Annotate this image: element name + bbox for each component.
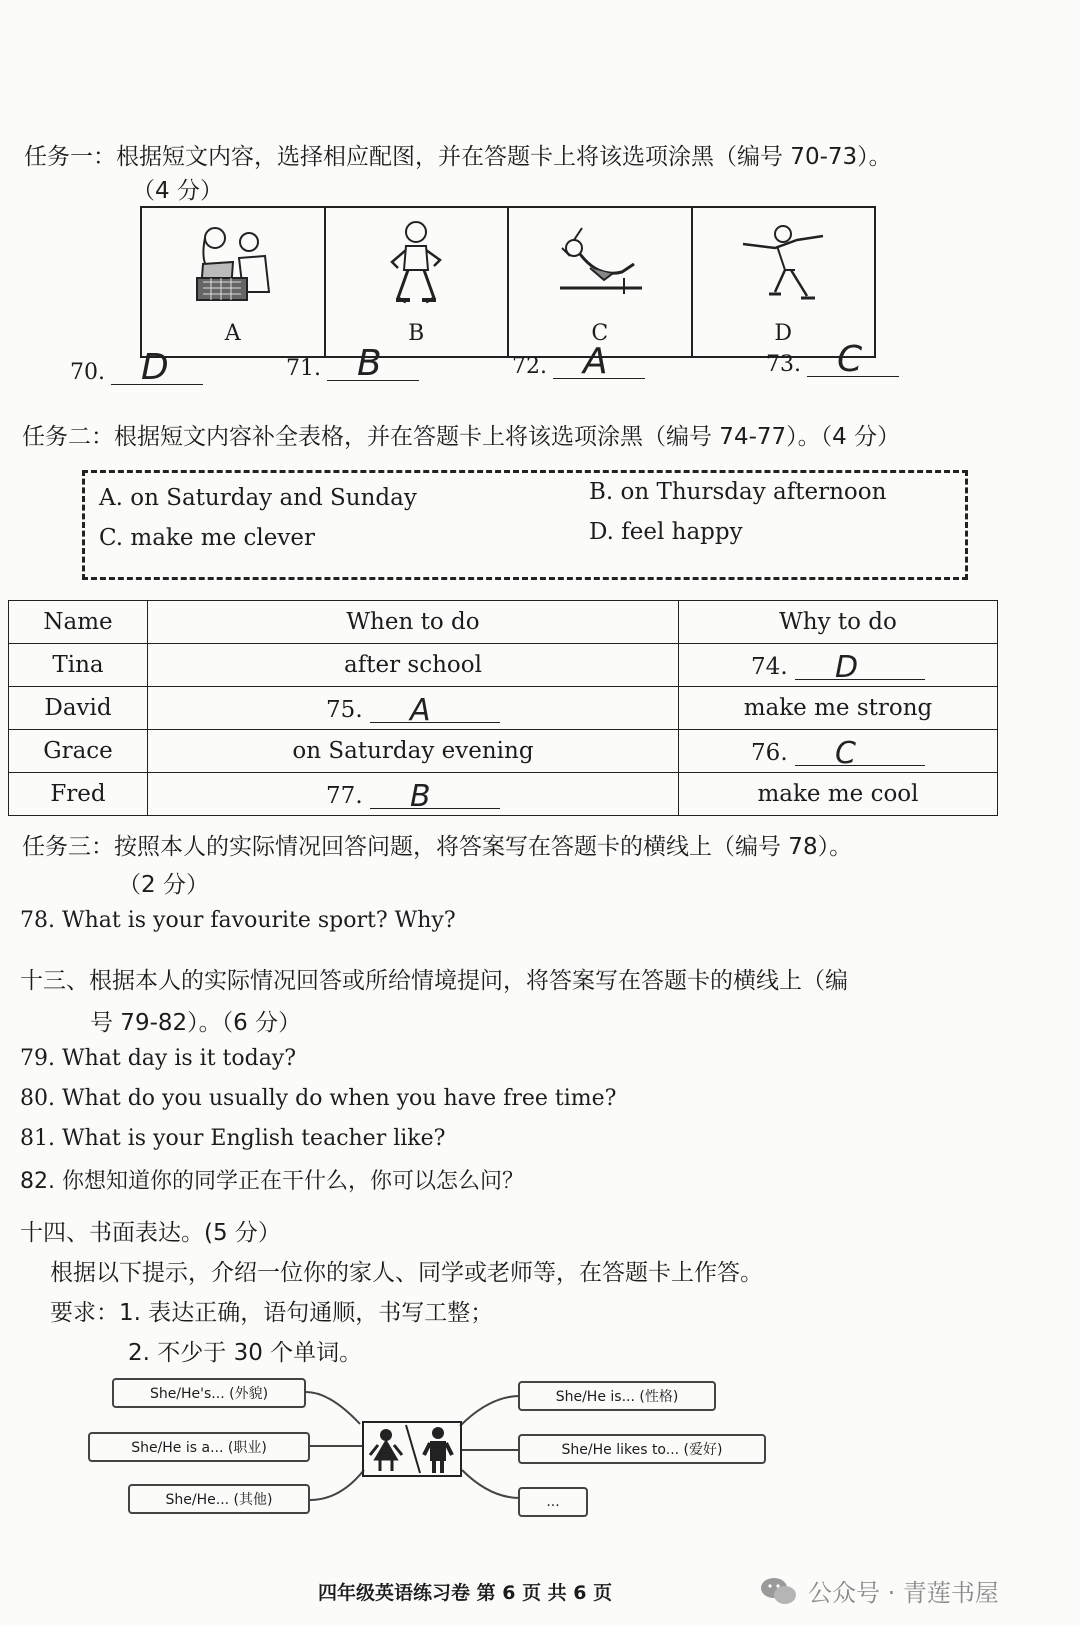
mindmap-job: She/He is a... (职业)	[88, 1432, 310, 1462]
task3-heading: 任务三：按照本人的实际情况回答问题，将答案写在答题卡的横线上（编号 78）。	[22, 834, 853, 860]
why-cell: 74. D	[679, 644, 998, 687]
name-cell: Grace	[9, 730, 148, 773]
options-box	[82, 470, 968, 580]
handwritten-answer: B	[357, 343, 382, 384]
name-cell: David	[9, 687, 148, 730]
table-row	[9, 644, 998, 687]
table-row	[9, 773, 998, 816]
wechat-icon	[760, 1576, 798, 1606]
why-cell: make me cool	[679, 773, 998, 816]
picture-a	[142, 208, 326, 356]
task1-points: （4 分）	[132, 178, 223, 204]
option-a: A. on Saturday and Sunday	[99, 485, 417, 511]
page-footer: 四年级英语练习卷 第 6 页 共 6 页	[318, 1582, 613, 1604]
when-cell: 75. A	[148, 687, 679, 730]
picture-label: A	[224, 321, 241, 346]
option-c: C. make me clever	[99, 525, 315, 551]
name-cell: Fred	[9, 773, 148, 816]
handwritten-answer: C	[834, 735, 856, 771]
section13-heading-cont: 号 79-82）。（6 分）	[90, 1010, 302, 1036]
name-cell: Tina	[9, 644, 148, 687]
chess-players-icon	[183, 218, 283, 308]
handwritten-answer: A	[583, 341, 608, 382]
picture-d	[693, 208, 875, 356]
when-cell: 77. B	[148, 773, 679, 816]
mindmap-appearance: She/He's... (外貌)	[112, 1378, 306, 1408]
answer-71: 71. B	[286, 346, 419, 381]
mindmap-more: ...	[518, 1487, 588, 1517]
kungfu-boy-icon	[376, 218, 456, 310]
mindmap-hobby: She/He likes to... (爱好)	[518, 1434, 766, 1464]
picture-b	[326, 208, 510, 356]
question-81: 81. What is your English teacher like?	[20, 1126, 446, 1151]
picture-c	[509, 208, 693, 356]
table-header: Why to do	[679, 601, 998, 644]
handwritten-answer: B	[409, 778, 431, 814]
section14-instruction: 根据以下提示，介绍一位你的家人、同学或老师等，在答题卡上作答。	[50, 1260, 763, 1286]
skater-icon	[735, 218, 831, 308]
question-79: 79. What day is it today?	[20, 1046, 297, 1071]
watermark-text: 公众号 · 青莲书屋	[808, 1579, 999, 1607]
mindmap-center	[362, 1421, 462, 1477]
question-80: 80. What do you usually do when you have free time?	[20, 1086, 617, 1111]
table-row	[9, 687, 998, 730]
section13-heading: 十三、根据本人的实际情况回答或所给情境提问，将答案写在答题卡的横线上（编	[20, 968, 848, 994]
answer-73: 73. C	[766, 342, 899, 377]
handwritten-answer: D	[834, 649, 859, 685]
option-d: D. feel happy	[589, 519, 743, 545]
answer-72: 72. A	[512, 344, 645, 379]
table-header-row	[9, 601, 998, 644]
task3-points: （2 分）	[118, 872, 209, 898]
picture-label: D	[774, 321, 793, 346]
section14-heading: 十四、书面表达。(5 分）	[20, 1220, 281, 1246]
picture-label: B	[408, 321, 425, 346]
watermark	[760, 1573, 999, 1608]
high-jump-icon	[552, 218, 648, 308]
mindmap-other: She/He... (其他)	[128, 1484, 310, 1514]
table-row	[9, 730, 998, 773]
task2-heading: 任务二：根据短文内容补全表格，并在答题卡上将该选项涂黑（编号 74-77）。（4 分）	[22, 424, 901, 450]
question-82: 82. 你想知道你的同学正在干什么，你可以怎么问？	[20, 1169, 524, 1194]
handwritten-answer: A	[409, 692, 431, 728]
option-b: B. on Thursday afternoon	[589, 479, 887, 505]
handwritten-answer: C	[837, 339, 863, 380]
requirement-2: 2. 不少于 30 个单词。	[128, 1340, 363, 1366]
activity-table	[8, 600, 998, 816]
answer-70: 70. D	[70, 350, 203, 385]
task1-heading: 任务一：根据短文内容，选择相应配图，并在答题卡上将该选项涂黑（编号 70-73）。	[24, 144, 892, 170]
requirement-1: 要求：1. 表达正确，语句通顺，书写工整；	[50, 1300, 494, 1326]
when-cell: after school	[148, 644, 679, 687]
handwritten-answer: D	[141, 347, 169, 388]
table-header: When to do	[148, 601, 679, 644]
answer-line	[111, 347, 203, 388]
woman-man-icon	[364, 1423, 460, 1475]
why-cell: make me strong	[679, 687, 998, 730]
picture-label: C	[591, 321, 609, 346]
mindmap-personality: She/He is... (性格)	[518, 1381, 716, 1411]
table-header: Name	[9, 601, 148, 644]
question-78: 78. What is your favourite sport? Why?	[20, 908, 456, 933]
why-cell: 76. C	[679, 730, 998, 773]
picture-grid	[140, 206, 876, 358]
when-cell: on Saturday evening	[148, 730, 679, 773]
